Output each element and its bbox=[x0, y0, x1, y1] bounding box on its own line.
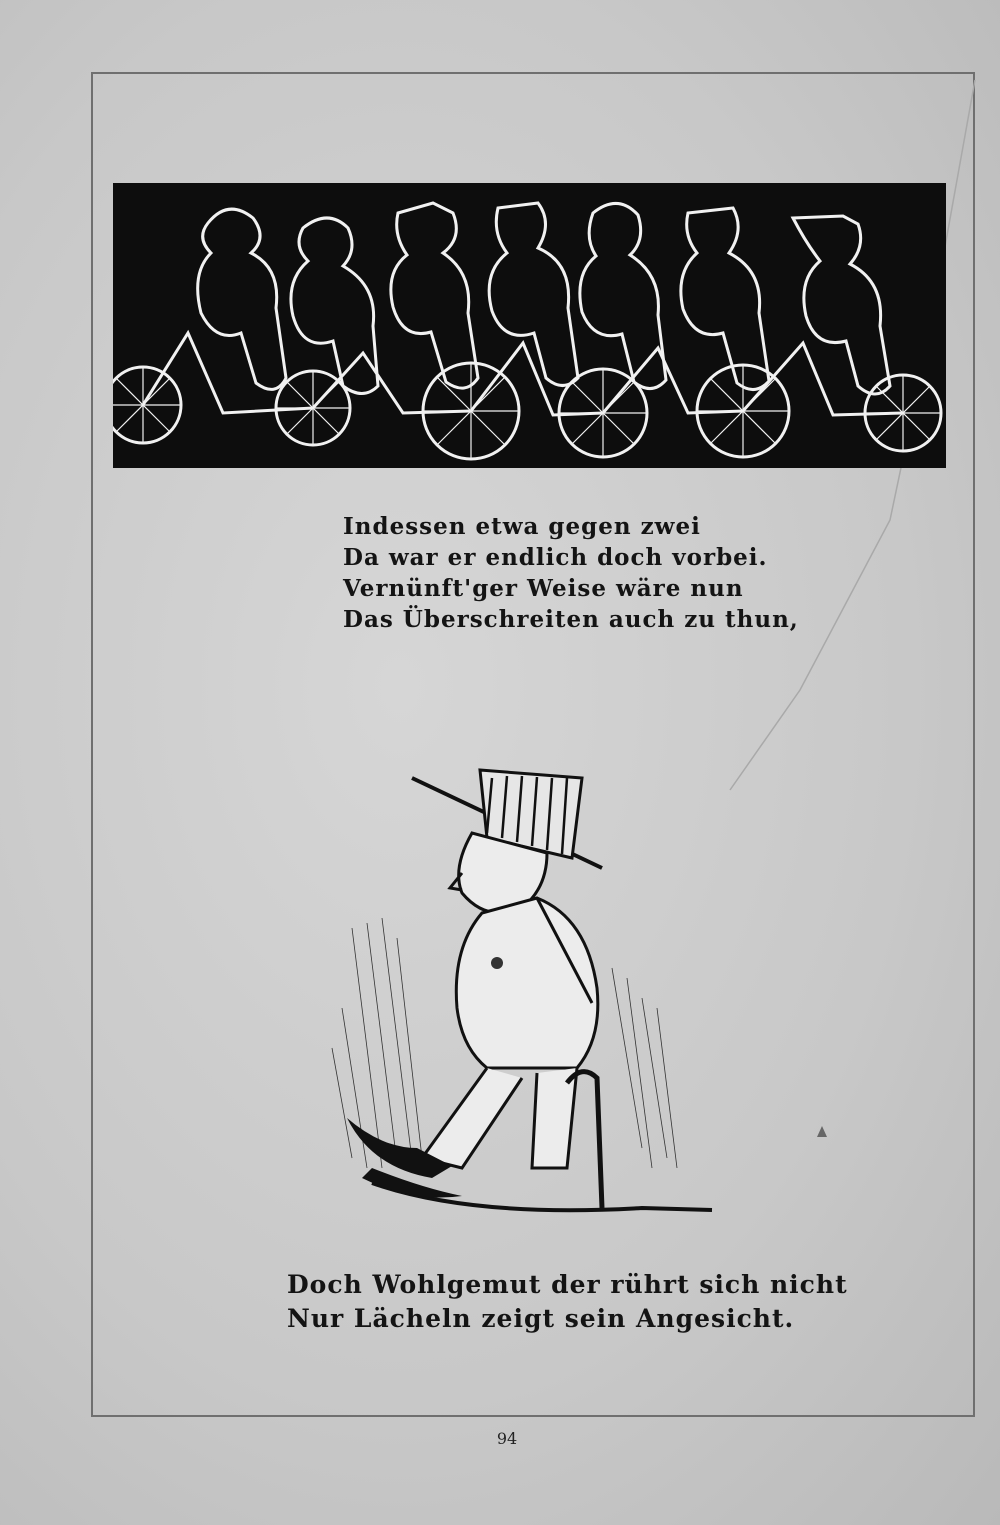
paper-speck bbox=[817, 1126, 827, 1137]
verse-line: Nur Lächeln zeigt sein Angesicht. bbox=[287, 1304, 795, 1333]
rider-silhouette bbox=[681, 208, 769, 390]
page-number: 94 bbox=[496, 1429, 518, 1448]
rider-silhouette bbox=[489, 203, 578, 386]
verse-line: Da war er endlich doch vorbei. bbox=[343, 544, 768, 571]
verse-line: Das Überschreiten auch zu thun, bbox=[343, 606, 799, 633]
rider-silhouette bbox=[391, 203, 478, 388]
rider-silhouette bbox=[291, 218, 378, 394]
rider-silhouette bbox=[198, 209, 286, 389]
cyclists-silhouette-banner bbox=[113, 183, 946, 468]
cyclists-illustration bbox=[113, 183, 946, 468]
verse-stanza-top bbox=[343, 511, 799, 635]
figure-body bbox=[456, 898, 598, 1068]
rider-silhouette bbox=[793, 216, 890, 394]
verse-line: Indessen etwa gegen zwei bbox=[343, 513, 701, 540]
verse-stanza-bottom bbox=[287, 1268, 848, 1336]
verse-line: Vernünft'ger Weise wäre nun bbox=[343, 575, 744, 602]
verse-line: Doch Wohlgemut der rührt sich nicht bbox=[287, 1270, 848, 1299]
figure-legs bbox=[422, 1068, 577, 1168]
man-with-cane-illustration bbox=[312, 748, 717, 1228]
rider-silhouette bbox=[580, 203, 666, 388]
